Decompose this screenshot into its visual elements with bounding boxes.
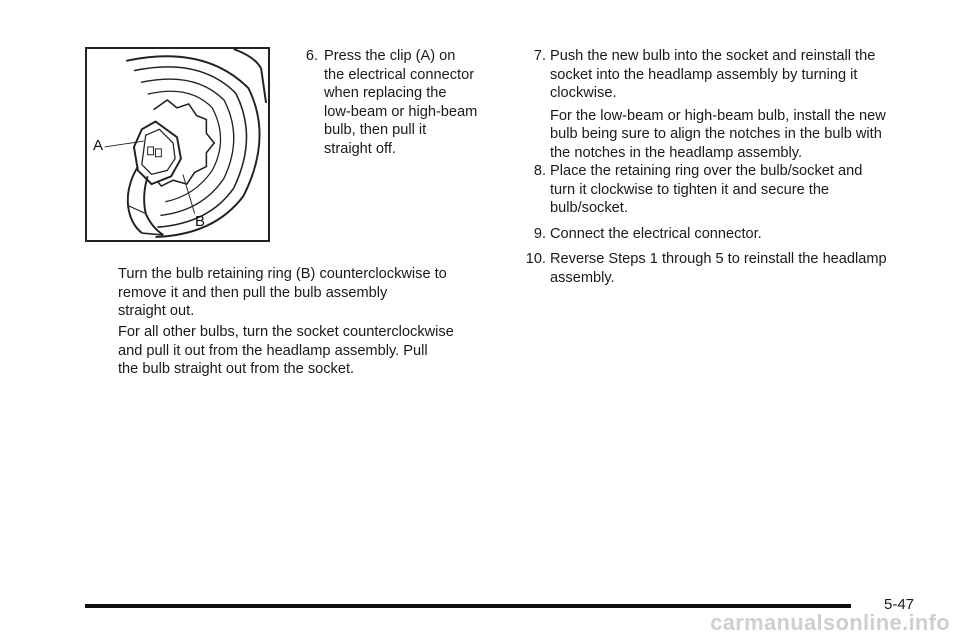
step-6-line: the electrical connector bbox=[324, 66, 475, 83]
paragraph-line: Turn the bulb retaining ring (B) counterclockwise to bbox=[118, 266, 447, 282]
step-9-number: 9. bbox=[533, 226, 546, 242]
page-number: 5-47 bbox=[884, 596, 915, 613]
step-8-line: turn it clockwise to tighten it and secure the bbox=[550, 181, 830, 198]
step-7-line: clockwise. bbox=[550, 85, 617, 101]
step-7 bbox=[522, 47, 932, 167]
step-10-line: assembly. bbox=[550, 269, 615, 286]
step-10-number: 10. bbox=[525, 251, 546, 267]
paragraph-line: and pull it out from the headlamp assembly. Pull bbox=[118, 342, 428, 359]
paragraph-line: the bulb straight out from the socket. bbox=[118, 361, 355, 377]
step-6-line: bulb, then pull it bbox=[324, 122, 427, 138]
step-10 bbox=[522, 250, 932, 290]
step-6 bbox=[294, 47, 504, 167]
step-7-number: 7. bbox=[533, 48, 546, 64]
retaining-ring-paragraph bbox=[118, 265, 498, 321]
paragraph-line: remove it and then pull the bulb assembly bbox=[118, 284, 388, 301]
step-6-line: Press the clip (A) on bbox=[324, 48, 456, 64]
step-8-number: 8. bbox=[533, 163, 546, 179]
watermark-text: carmanualsonline.info bbox=[710, 610, 950, 635]
step-10-line: Reverse Steps 1 through 5 to reinstall the headlamp bbox=[550, 251, 887, 267]
step-10-text bbox=[550, 250, 887, 287]
step-9-text bbox=[550, 225, 762, 244]
step-6-line: straight off. bbox=[324, 140, 396, 157]
step-8-line: Place the retaining ring over the bulb/socket and bbox=[550, 163, 863, 179]
step-8-text bbox=[550, 162, 862, 218]
step-7-text bbox=[550, 47, 886, 162]
headlamp-bulb-illustration bbox=[85, 47, 270, 242]
step-7-line: Push the new bulb into the socket and reinstall the bbox=[550, 48, 876, 64]
step-8 bbox=[522, 162, 932, 222]
step-6-line: low-beam or high-beam bbox=[324, 103, 478, 120]
other-bulbs-paragraph bbox=[118, 323, 498, 379]
step-6-text bbox=[324, 47, 477, 158]
callout-b-label: B bbox=[195, 213, 206, 230]
step-9 bbox=[522, 225, 932, 245]
step-6-number: 6. bbox=[305, 48, 318, 64]
step-6-line: when replacing the bbox=[324, 85, 447, 101]
step-8-line: bulb/socket. bbox=[550, 200, 628, 216]
callout-a-label: A bbox=[93, 137, 104, 154]
step-7-note-line: bulb being sure to align the notches in the bulb with bbox=[550, 126, 882, 142]
paragraph-line: straight out. bbox=[118, 303, 195, 319]
paragraph-line: For all other bulbs, turn the socket counterclockwise bbox=[118, 324, 454, 340]
step-7-note-line: For the low-beam or high-beam bulb, install the new bbox=[550, 107, 886, 124]
step-7-note-line: the notches in the headlamp assembly. bbox=[550, 144, 803, 161]
footer-rule bbox=[85, 604, 851, 608]
step-7-line: socket into the headlamp assembly by turning it bbox=[550, 66, 858, 83]
headlamp-socket-drawing bbox=[87, 49, 268, 240]
step-9-line: Connect the electrical connector. bbox=[550, 226, 762, 242]
